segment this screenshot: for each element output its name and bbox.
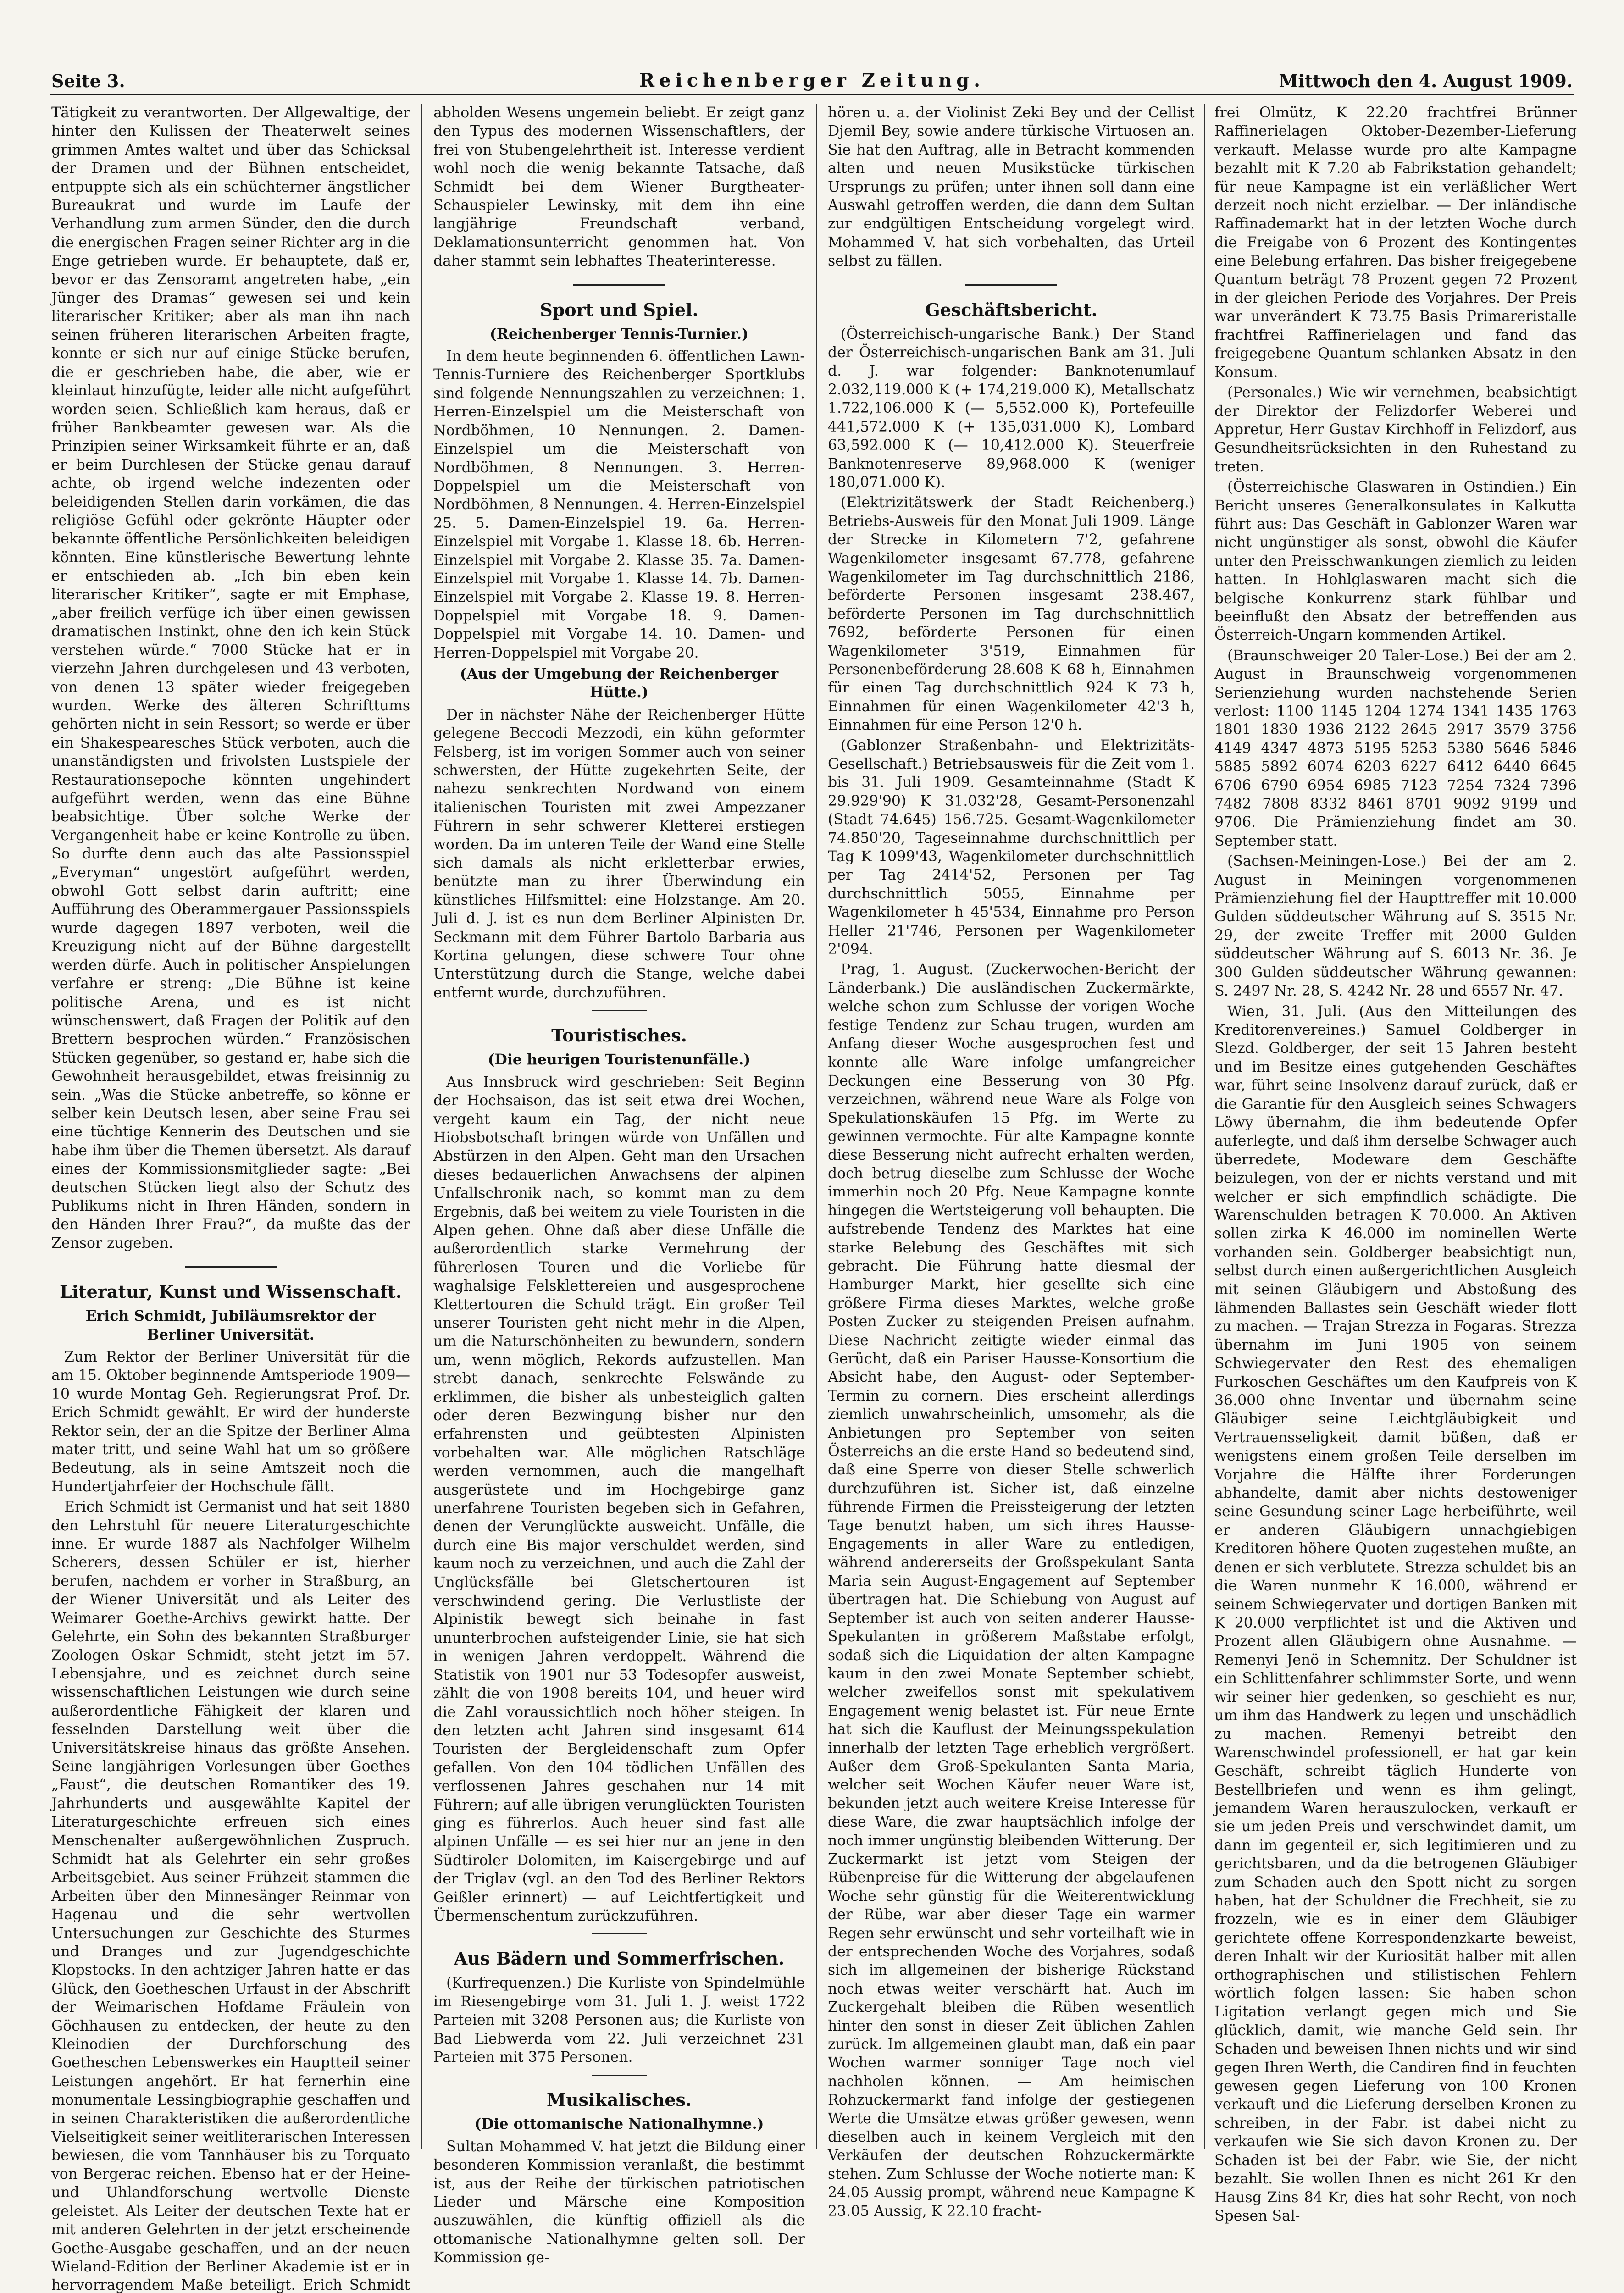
issue-date: Mittwoch den 4. August 1909. [1279, 71, 1573, 91]
page-number: Seite 3. [51, 71, 125, 91]
article-text: Aus Innsbruck wird geschrieben: Seit Beginn der Hochsaison, das ist seit etwa drei Wochen, vergeht kaum ein Tag, der nicht neue Hiobsbotschaft bringen würde von Unfällen und Abstürzen in den Alpen. Geht man den Ursachen dieses bedauerlichen Anwachsens der alpinen Unfallschronik nach, so kommt man zu dem Ergebnis, daß bei weitem zu viele Touristen in die Alpen gehen. Ohne daß aber diese Unfälle die außerordentlich starke Vermehrung der führerlosen Touren und die Vorliebe für waghalsige Felsklettereien und ausgesprochene Klettertouren die Schuld trägt. Ein großer Teil unserer Touristen geht nicht mehr in die Alpen, um die Naturschönheiten zu bewundern, sondern um, wenn möglich, Rekords aufzustellen. Man strebt danach, senkrechte Felswände zu erklimmen, die bisher als unbesteiglich galten oder deren Bezwingung bisher nur den erfahrensten und geübtesten Alpinisten vorbehalten war. Alle möglichen Ratschläge werden vernommen, auch die mangelhaft ausgerüstete und im Hochgebirge ganz unerfahrene Touristen begeben sich in Gefahren, denen der Verunglückte ausweicht. Unfälle, die durch eine Bis major verschuldet werden, sind kaum noch zu verzeichnen, und auch die Zahl der Unglücksfälle bei Gletschertouren ist verschwindend gering. Die Verlustliste der Alpinistik bewegt sich beinahe in fast ununterbrochen aufsteigender Linie, sie hat sich in wenigen Jahren verdoppelt. Während die Statistik von 1901 nur 53 Todesopfer ausweist, zählt die von 1908 bereits 104, und heuer wird die Zahl voraussichtlich noch höher steigen. In den letzten acht Jahren sind insgesamt 614 Touristen der Bergleidenschaft zum Opfer gefallen. Von den 104 tödlichen Unfällen des verflossenen Jahres geschahen nur 14 mit Führern; auf alle übrigen verunglückten Touristen ging es führerlos. Auch heuer sind fast alle alpinen Unfälle — es sei hier nur an jene in den Südtiroler Dolomiten, im Kaisergebirge und auf der Triglav (vgl. an den Tod des Berliner Rektors Geißler erinnert) — auf Leichtfertigkeit und Übermenschentum zurückzuführen. [433, 1074, 805, 1924]
article-title: (Aus der Umgebung der Reichenberger Hütte.) [460, 665, 779, 701]
column-1 [51, 104, 410, 2293]
article-text: (Braunschweiger 20 Taler-Lose.) Bei der am 2. August in Braunschweig vorgenommenen Serienziehung wurden nachstehende Serien verlost: 1100 1145 1204 1274 1341 1435 1763 1801 1830 1936 2122 2645 2917 3579 3756 4149 4347 4873 5195 5253 5380 5646 5846 5885 5892 6074 6203 6227 6412 6440 6645 6706 6790 6954 6985 7123 7254 7324 7396 7482 7808 8332 8461 8701 9092 9199 und 9706. Die Prämienziehung findet am 30. September statt. [1214, 647, 1577, 849]
section-heading: Sport und Spiel. [540, 299, 698, 320]
section-divider [592, 2075, 647, 2076]
article-headline: Erich Schmidt, Jubiläumsrektor der Berliner Universität. [85, 1307, 376, 1343]
article-text: frei Olmütz, K 22.20 frachtfrei Brünner Raffinerielagen Oktober-Dezember-Lieferung verkauft. Melasse wurde pro alte Kampagne bezahlt mit K 7.20 ab Fabrikstation gehandelt; für neue Kampagne ist ein verläßlicher Wert derzeit noch nicht erzielbar. — Der inländische Raffinademarkt hat in der letzten Woche durch die Freigabe von 6 Prozent des Kontingentes eine Belebung erfahren. Das bisher freigegebene Quantum beträgt 78 Prozent gegen 72 Prozent in der gleichen Periode des Vorjahres. Der Preis war unverändert K 73.75 Basis Primareristalle frachtfrei Raffinerielagen und fand das freigegebene Quantum schlanken Absatz in den Konsum. [1214, 105, 1577, 381]
column-rule [421, 104, 422, 2149]
article-text: Sultan Mohammed V. hat jetzt die Bildung einer besonderen Kommission veranlaßt, die bestimmt ist, aus der Reihe der türkischen patriotischen Lieder und Märsche eine Komposition auszuwählen, die künftig offiziell als die ottomanische Nationalhymne gelten soll. Der Kommission ge- [433, 2138, 805, 2266]
section-heading: Touristisches. [551, 1025, 687, 1046]
section-divider [573, 284, 665, 286]
article-text: (Österreichisch-ungarische Bank.) Der Stand der Österreichisch-ungarischen Bank am 31. Juli d. J. war folgender: Banknotenumlauf 2.032,119.000 K (+ 174,219.000 K), Metallschatz 1.722,106.000 K (— 5,552.000 K), Portefeuille 441,572.000 K (+ 135,031.000 K), Lombard 63,592.000 K (— 10,412.000 K). Steuerfreie Banknotenreserve 89,968.000 K (weniger 180,071.000 K). [828, 326, 1195, 491]
section-heading: Geschäftsbericht. [925, 299, 1097, 320]
article-text: Wien, 31. Juli. (Aus den Mitteilungen des Kreditorenvereines.) Samuel Goldberger in Slezd. Goldberger, der seit 15 Jahren besteht und im Besitze eines gutgehenden Geschäftes war, führt seine Insolvenz darauf zurück, daß er die Garantie für den Ausgleich seines Schwagers Löwy übernahm, die ihm bedeutende Opfer auferlegte, und daß ihm derselbe Schwager auch überredete, Modeware dem Geschäfte beizulegen, von der er nichts verstand und mit welcher er sich empfindlich schädigte. Die Warenschulden betragen K 70.000. An Aktiven sollen zirka K 46.000 im nominellen Werte vorhanden sein. Goldberger beabsichtigt nun, selbst durch einen außergerichtlichen Ausgleich mit seinen Gläubigern und Abstoßung des lähmenden Ballastes sein Geschäft wieder flott zu machen. — Trajan Strezza in Fogaras. Strezza übernahm im Juni 1905 von seinem Schwiegervater den Rest des ehemaligen Furkoschen Geschäftes um den Kaufpreis von K 36.000 ohne Inventar und übernahm seine Gläubiger seine Leichtgläubigkeit und Vertrauensseligkeit damit büßen, daß er wenigstens einem großen Teile derselben im Vorjahre die Hälfte ihrer Forderungen abhandelte, damit aber nichts destoweniger seine Gesundung seiner Lage herbeiführte, weil er anderen Gläubigern unnachgiebigen Kreditoren höhere Quoten zugestehen mußte, an denen er sich verblutete. Strezza schuldet bis an die Waren nunmehr K 16.000, während er seinem Schwiegervater und dortigen Banken mit K 20.000 verpflichtet ist und die Aktiven und Prozent allen Gläubigern ohne Ausnahme. — Remenyi Jenö in Schemnitz. Der Schuldner ist ein Schlittenfahrer schlimmster Sorte, und wenn wir seiner hier gedenken, so geschieht es nur, um ihm das Handwerk zu legen und unschädlich zu machen. Remenyi betreibt den Warenschwindel professionell, er hat gar kein Geschäft, schreibt täglich Hunderte von Bestellbriefen und wenn es ihm gelingt, jemandem Waren herauszulocken, verkauft er sie um jeden Preis und verschwindet damit, um dann im gegenteil er, sich legitimieren und zu gerichtsbaren, und da die betrogenen Gläubiger zum Schaden auch den Spott nicht zu sorgen haben, hat der Schuldner die Frechheit, sie zu frozzeln, wie es in einer dem Gläubiger gerichtete offene Korrespondenzkarte beweist, deren Inhalt wir der Kuriosität halber mit allen orthographischen und stilistischen Fehlern wörtlich folgen lassen: Sie haben schon Ligitation verlangt gegen mich und Sie glücklich, damit, wie manche Geld sein. Ihr Schaden und beweisen Ihnen nichts und wir sind gegen Ihren Werth, die Candiren find in feuchten gewesen gegen Lieferung von 100 Kronen verkauft und die Lieferung derselben Kronen zu schreiben, in der Fabr. ist dabei nicht zu verkaufen wie Sie sich davon Kronen zu. Der Schaden ist bei der Fabr. wie Sie, der nicht bezahlt. Sie wollen Ihnen es nicht 261 Kr den Hausg Zins 84 Kr, dies hat sohr Recht, von noch Spesen Sal- [1214, 1003, 1577, 2224]
article-title: (Die ottomanische Nationalhymne.) [474, 2116, 764, 2133]
section-divider [965, 284, 1057, 286]
section-divider [592, 1010, 647, 1011]
article-text: Erich Schmidt ist Germanist und hat seit 1880 den Lehrstuhl für neuere Literaturgeschichte inne. Er wurde 1887 als Nachfolger Wilhelm Scherers, dessen Schüler er ist, hierher berufen, nachdem er vorher in Straßburg, an der Wiener Universität und als Leiter des Weimarer Goethe-Archivs gewirkt hatte. Der Gelehrte, ein Sohn des bekannten Straßburger Zoologen Oskar Schmidt, steht jetzt im 57. Lebensjahre, und es zeichnet durch seine wissenschaftlichen Leistungen wie durch seine außerordentliche Fähigkeit der klaren und fesselnden Darstellung weit über die Universitätskreise hinaus das größte Ansehen. Seine langjährigen Vorlesungen über Goethes „Faust“, die deutschen Romantiker des 19. Jahrhunderts und ausgewählte Kapitel der Literaturgeschichte erfreuen sich eines Menschenalter außergewöhnlichen Zuspruch. Schmidt hat als Gelehrter ein sehr großes Arbeitsgebiet. Aus seiner Frühzeit stammen die Arbeiten über den Minnesänger Reinmar von Hagenau und die sehr wertvollen Untersuchungen zur Geschichte des Sturmes und Dranges und zur Jugendgeschichte Klopstocks. In den achtziger Jahren hatte er das Glück, den Goetheschen Urfaust in der Abschrift der Weimarischen Hofdame Fräulein von Göchhausen zu entdecken, der heute zu den Kleinodien der Durchforschung des Goetheschen Lebenswerkes ein Hauptteil seiner Leistungen angehört. Er hat fernerhin eine monumentale Lessingbiographie geschaffen und in seinen Charakteristiken die außerordentliche Vielseitigkeit seiner weitliterarischen Interessen bewiesen, die vom Tannhäuser bis zu Torquato von Bergerac reichen. Ebenso hat er der Heine- und Uhlandforschung wertvolle Dienste geleistet. Als Leiter der deutschen Texte hat er mit anderen Gelehrten in der jetzt erscheinende Goethe-Ausgabe geschaffen, und an der neuen Wieland-Edition der Berliner Akademie ist er in hervorragendem Maße beteiligt. Erich Schmidt [51, 1499, 410, 2293]
article-text: (Kurfrequenzen.) Die Kurliste von Spindelmühle im Riesengebirge vom 31. Juli 1. J. weist 1722 Parteien mit 3208 Personen aus; die Kurliste von Bad Liebwerda vom 22. Juli verzeichnet 231 Parteien mit 375 Personen. [433, 1975, 805, 2066]
column-3 [828, 104, 1195, 2220]
column-rule [816, 104, 817, 2149]
section-heading: Aus Bädern und Sommerfrischen. [454, 1948, 785, 1969]
article-text: Prag, 1. August. (Zuckerwochen-Bericht der Länderbank.) Die ausländischen Zuckermärkte, welche schon zum Schlusse der vorigen Woche festige Tendenz zur Schau trugen, wurden am Anfang dieser Woche ausgesprochen fest und konnte alle Ware infolge umfangreicher Deckungen eine Besserung von 30 Pfg. verzeichnen, während neue Ware als Folge von Spekulationskäufen 15 Pfg. im Werte zu gewinnen vermochte. Für alte Kampagne konnte diese Besserung nicht aufrecht erhalten werden, doch betrug dieselbe zum Schlusse der Woche immerhin noch 20 Pfg. Neue Kampagne konnte hingegen die Wertsteigerung voll behaupten. Die aufstrebende Tendenz des Marktes hat eine starke Belebung des Geschäftes mit sich gebracht. Die Führung hatte diesmal der Hamburger Markt, hier gesellte sich eine größere Firma dieses Marktes, welche große Posten Zucker zu steigenden Preisen aufnahm. Diese Nachricht zeitigte wieder einmal das Gerücht, daß ein Pariser Hausse-Konsortium die Absicht habe, den August- oder September-Termin zu cornern. Dies erscheint allerdings ziemlich unwahrscheinlich, umsomehr, als die Anbietungen pro September von seiten Österreichs an die erste Hand so bedeutend sind, daß eine Sperre von dieser Stelle schwerlich durchzuführen ist. Sicher ist, daß einzelne führende Firmen die Preissteigerung der letzten Tage benutzt haben, um sich ihres Hausse-Engagements in aller Ware zu entledigen, während andererseits der Großspekulant Santa Maria sein August-Engagement auf September übertragen hat. Die Schiebung von August auf September ist auch von seiten anderer Hausse-Spekulanten in größerem Maßstabe erfolgt, sodaß sich die Liquidation der alten Kampagne kaum in den zwei Monate September schiebt, welcher zweifellos sonst mit spekulativem Engagement wenig belastet ist. Für neue Ernte hat sich die Kauflust der Meinungsspekulation innerhalb der letzten Tage erheblich vergrößert. Außer dem Groß-Spekulanten Santa Maria, welcher seit Wochen Käufer neuer Ware ist, bekunden jetzt auch weitere Kreise Interesse für diese Ware, die zwar hauptsächlich infolge der noch immer ungünstig bleibenden Witterung. Der Zuckermarkt ist jetzt vom Steigen der Rübenpreise für die Witterung der abgelaufenen Woche sehr günstig für die Weiterentwicklung der Rübe, war aber dieser Tage ein warmer Regen sehr erwünscht und sehr vorteilhaft wie in der entsprechenden Woche des Vorjahres, sodaß sich im allgemeinen der bisherige Rückstand noch etwas weiter verschärft hat. Auch im Zuckergehalt bleiben die Rüben wesentlich hinter den sonst in dieser Zeit üblichen Zahlen zurück. Im allgemeinen glaubt man, daß ein paar Wochen warmer sonniger Tage noch viel nachholen können. — Am heimischen Rohzuckermarkt fand infolge der gestiegenen Werte die Umsätze etwas größer gewesen, wenn dieselben auch in keinem Vergleich mit den Verkäufen der deutschen Rohzuckermärkte stehen. Zum Schlusse der Woche notierte man: K 24.05 Aussig prompt, während neue Kampagne K 23.05 Aussig, K 22.10 fracht- [828, 961, 1195, 2220]
article-text: abholden Wesens ungemein beliebt. Er zeigt ganz den Typus des modernen Wissenschaftlers, der frei von Stubengelehrtheit ist. Interesse verdient wohl noch die wenig bekannte Tatsache, daß Schmidt bei dem Wiener Burgtheater-Schauspieler Lewinsky, mit dem ihn eine langjährige Freundschaft verband, Deklamationsunterricht genommen hat. Von daher stammt sein lebhaftes Theaterinteresse. [433, 105, 805, 270]
section-heading: Musikalisches. [546, 2089, 692, 2110]
article-text: (Personales.) Wie wir vernehmen, beabsichtigt der Direktor der Felizdorfer Weberei und Appretur, Herr Gustav Kirchhoff in Felizdorf, aus Gesundheitsrücksichten in den Ruhestand zu treten. [1214, 384, 1577, 475]
column-rule [1204, 104, 1205, 2149]
article-text: (Sachsen-Meiningen-Lose.) Bei der am 2. August in Meiningen vorgenommenen Prämienziehung fiel der Haupttreffer mit 10.000 Gulden süddeutscher Währung auf S. 3515 Nr. 29, der zweite Treffer mit 2000 Gulden süddeutscher Währung auf S. 6013 Nr. 36. Je 300 Gulden süddeutscher Währung gewannen: S. 2497 Nr. 28, S. 4242 Nr. 28 und 6557 Nr. 47. [1214, 853, 1577, 1000]
column-4 [1214, 104, 1577, 2224]
masthead [50, 70, 1574, 95]
article-text: Zum Rektor der Berliner Universität für die am 15. Oktober beginnende Amtsperiode 1909—10 wurde Montag Geh. Regierungsrat Prof. Dr. Erich Schmidt gewählt. Er wird der hunderste Rektor sein, der an die Spitze der Berliner Alma mater tritt, und seine Wahl hat um so größere Bedeutung, als in seine Amtszeit noch die Hundertjahrfeier der Hochschule fällt. [51, 1349, 410, 1495]
article-text: hören u. a. der Violinist Zeki Bey und der Cellist Djemil Bey, sowie andere türkische Virtuosen an. Sie hat den Auftrag, alle in Betracht kommenden alten und neuen Musikstücke türkischen Ursprungs zu prüfen; unter ihnen soll dann eine Auswahl getroffen werden, die dann dem Sultan zur endgültigen Entscheidung vorgelegt wird. Mohammed V. hat sich vorbehalten, das Urteil selbst zu fällen. [828, 105, 1195, 270]
column-2 [433, 104, 805, 2266]
article-text: Tätigkeit zu verantworten. Der Allgewaltige, der hinter den Kulissen der Theaterwelt seines grimmen Amtes waltet und über das Schicksal der Dramen und der Bühnen entscheidet, entpuppte sich als ein schüchterner ängstlicher Bureaukrat und wurde im Laufe der Verhandlung zum armen Sünder, den die durch die energischen Fragen seiner Richter arg in die Enge getrieben wurde. Er behauptete, daß er, bevor er das Zensoramt angetreten habe, „ein Jünger des Dramas“ gewesen sei und kein literarischer Kritiker; aber als man ihn nach seinen früheren literarischen Arbeiten fragte, konnte er sich nur auf einige Stücke berufen, die er geschrieben habe, die aber, wie er kleinlaut hinzufügte, leider alle nicht aufgeführt worden seien. Schließlich kam heraus, daß er früher Bankbeamter gewesen war. Als die Prinzipien seiner Wirksamkeit führte er an, daß er beim Durchlesen der Stücke genau darauf achte, ob irgend welche indezenten oder beleidigenden Stellen darin vorkämen, die das religiöse Gefühl oder gekrönte Häupter oder bekannte öffentliche Persönlichkeiten beleidigen könnten. Eine künstlerische Bewertung lehnte er entschieden ab. „Ich bin eben kein literarischer Kritiker“, sagte er mit Emphase, „aber freilich verfüge ich über einen gewissen dramatischen Instinkt, ohne den ich kein Stück verstehen würde.“ 7000 Stücke hat er in vierzehn Jahren durchgelesen und 43 verboten, von denen 13 später wieder freigegeben wurden. Werke des älteren Schrifttums gehörten nicht in sein Ressort; so werde er über ein Shakespearesches Stück verboten, auch die unanständigsten und frivolsten Lustspiele der Restaurationsepoche könnten ungehindert aufgeführt werden, wenn das eine Bühne beabsichtige. Über solche Werke der Vergangenheit habe er keine Kontrolle zu üben. So durfte denn auch das alte Passionsspiel „Everyman“ ungestört aufgeführt werden, obwohl Gott selbst darin auftritt; eine Aufführung des Oberammergauer Passionsspiels wurde dagegen 1897 verboten, weil die Kreuzigung nicht auf der Bühne dargestellt werden dürfe. Auch in politischer Anspielungen verfahre er streng: „Die Bühne ist keine politische Arena, und es ist nicht wünschenswert, daß Fragen der Politik auf den Brettern besprochen würden.“ Französischen Stücken gegenüber, so gestand er, habe sich die Gewohnheit herausgebildet, etwas freisinnig zu sein. „Was die Stücke anbetreffe, so könne er selber kein Deutsch lesen, aber seine Frau sei eine tüchtige Kennerin des Deutschen und sie habe ihm über die Themen übersetzt. Als darauf eines der Kommissionsmitglieder sagte: „Bei deutschen Stücken liegt also der Schutz des Publikums nicht in Ihren Händen, sondern in den Händen Ihrer Frau?“, da mußte das der Zensor zugeben. [51, 105, 410, 1252]
article-text: In dem heute beginnenden 6. öffentlichen Lawn-Tennis-Turniere des Reichenberger Sportklubs sind folgende Nennungszahlen zu verzeichnen: 1. Herren-Einzelspiel um die Meisterschaft von Nordböhmen, 10 Nennungen. 2. Damen-Einzelspiel um die Meisterschaft von Nordböhmen, 8 Nennungen. 3. Herren-Doppelspiel um die Meisterschaft von Nordböhmen, 8 Nennungen. 4. Herren-Einzelspiel 25. 5. Damen-Einzelspiel 19. 6a. Herren-Einzelspiel mit Vorgabe 1. Klasse 18. 6b. Herren-Einzelspiel mit Vorgabe 2. Klasse 35. 7a. Damen-Einzelspiel mit Vorgabe 1. Klasse 14. 7b. Damen-Einzelspiel mit Vorgabe 2. Klasse 19. 8. Herren-Doppelspiel mit Vorgabe 18. 9. Damen-Doppelspiel mit Vorgabe 14. 10. Damen- und Herren-Doppelspiel mit Vorgabe 20. [433, 348, 805, 661]
section-divider [592, 1933, 647, 1934]
article-title: (Reichenberger Tennis-Turnier.) [489, 325, 749, 343]
article-title: (Die heurigen Touristenunfälle.) [488, 1051, 751, 1069]
article-text: Der in nächster Nähe der Reichenberger Hütte gelegene Beccodi Mezzodi, ein kühn geformter Felsberg, ist im vorigen Sommer auch von seiner schwersten, der Hütte zugekehrten Seite, der nahezu senkrechten Nordwand von einem italienischen Touristen mit zwei Ampezzaner Führern in sehr schwerer Kletterei erstiegen worden. Da im unteren Teile der Wand eine Stelle sich damals als nicht erkletterbar erwies, benützte man zu ihrer Überwindung ein künstliches Hilfsmittel: eine Holzstange. Am 20. Juli d. J. ist es nun dem Berliner Alpinisten Dr. Seckmann mit dem Führer Bartolo Barbaria aus Kortina gelungen, diese schwere Tour ohne Unterstützung durch die Stange, welche dabei entfernt wurde, durchzuführen. [433, 706, 805, 1001]
article-text: (Elektrizitätswerk der Stadt Reichenberg.) Betriebs-Ausweis für den Monat Juli 1909. Länge der Strecke in Kilometern 7'2, gefahrene Wagenkilometer insgesamt 67.778, gefahrene Wagenkilometer im Tag durchschnittlich 2186, beförderte Personen insgesamt 238.467, beförderte Personen im Tag durchschnittlich 7692, beförderte Personen für einen Wagenkilometer 3'519, Einnahmen für Personenbeförderung 28.608 K 68 h, Einnahmen für einen Tag durchschnittlich 924 K 73 h, Einnahmen für einen Wagenkilometer 42'3 h, Einnahmen für eine Person 12'0 h. [828, 494, 1195, 734]
article-text: (Österreichische Glaswaren in Ostindien.) Ein Bericht unseres Generalkonsulates in Kalkutta führt aus: Das Geschäft in Gablonzer Waren war nicht ungünstiger als sonst, obwohl die Käufer unter den Preisschwankungen ziemlich zu leiden hatten. In Hohlglaswaren macht sich die belgische Konkurrenz stark fühlbar und beeinflußt den Absatz der betreffenden aus Österreich-Ungarn kommenden Artikel. [1214, 479, 1577, 644]
article-text: (Gablonzer Straßenbahn- und Elektrizitäts-Gesellschaft.) Betriebsausweis für die Zeit vom 1. bis 31. Juli 1909. Gesamteinnahme (Stadt K 29.929'90) K 31.032'28, Gesamt-Personenzahl (Stadt 74.645) 156.725. Gesamt-Wagenkilometer 74.850'20, Tageseinnahme durchschnittlich per Tag K 1099'43, Wagenkilometer durchschnittlich per Tag 2414'52, Personen per Tag durchschnittlich 5055, Einnahme per Wagenkilometer h 45'534, Einnahme pro Person Heller 21'746, Personen per Wagenkilometer 2'094. [828, 737, 1195, 958]
paper-title: Reichenberger Zeitung. [639, 70, 985, 91]
section-heading: Literatur, Kunst und Wissenschaft. [59, 1281, 402, 1302]
section-divider [185, 1266, 277, 1268]
